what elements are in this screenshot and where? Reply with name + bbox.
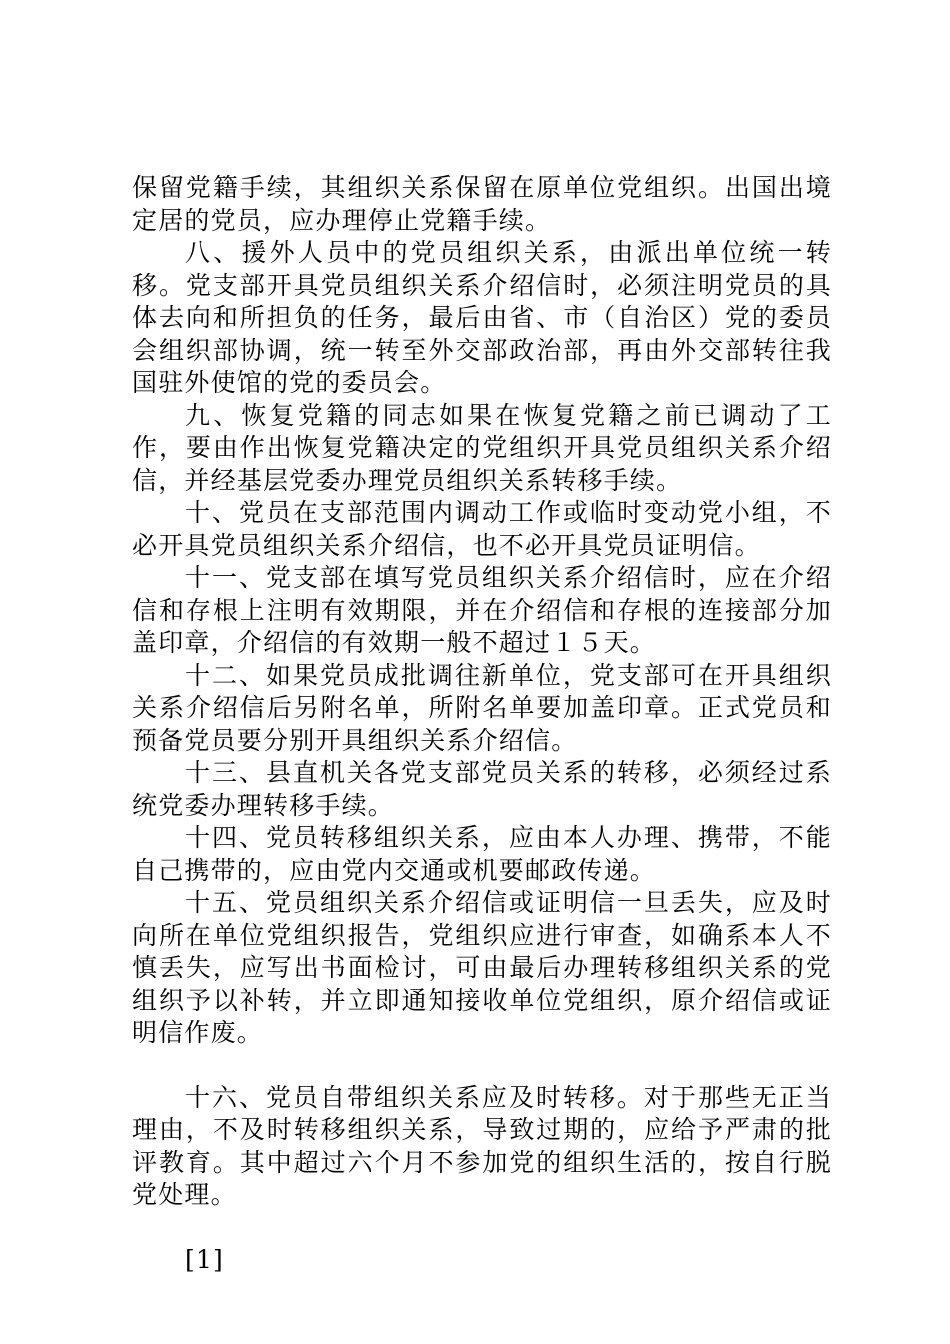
paragraph-item-14: 十四、党员转移组织关系，应由本人办理、携带，不能自己携带的，应由党内交通或机要邮政传递。 [132,823,832,885]
paragraph-spacer [132,1212,832,1244]
paragraph-item-10: 十、党员在支部范围内调动工作或临时变动党小组，不必开具党员组织关系介绍信，也不必开具党员证明信。 [132,498,832,560]
paragraph-item-8: 八、援外人员中的党员组织关系，由派出单位统一转移。党支部开具党员组织关系介绍信时，必须注明党员的具体去向和所担负的任务，最后由省、市（自治区）党的委员会组织部协调，统一转至外交部政治部，再由外交部转往我国驻外使馆的党的委员会。 [132,238,832,397]
document-body [132,172,832,1276]
reference-marker: [1] [185,1244,225,1274]
paragraph-item-15: 十五、党员组织关系介绍信或证明信一旦丢失，应及时向所在单位党组织报告，党组织应进行审查，如确系本人不慎丢失，应写出书面检讨，可由最后办理转移组织关系的党组织予以补转，并立即通知接收单位党组织，原介绍信或证明信作废。 [132,888,832,1047]
paragraph-spacer [132,1050,832,1082]
paragraph-continuation: 保留党籍手续，其组织关系保留在原单位党组织。出国出境定居的党员，应办理停止党籍手续。 [132,173,832,235]
paragraph-item-11: 十一、党支部在填写党员组织关系介绍信时，应在介绍信和存根上注明有效期限，并在介绍信和存根的连接部分加盖印章，介绍信的有效期一般不超过１５天。 [132,563,832,657]
paragraph-item-13: 十三、县直机关各党支部党员关系的转移，必须经过系统党委办理转移手续。 [132,758,832,820]
paragraph-item-16: 十六、党员自带组织关系应及时转移。对于那些无正当理由，不及时转移组织关系，导致过期的，应给予严肃的批评教育。其中超过六个月不参加党的组织生活的，按自行脱党处理。 [132,1082,832,1209]
paragraph-item-12: 十二、如果党员成批调往新单位，党支部可在开具组织关系介绍信后另附名单，所附名单要加盖印章。正式党员和预备党员要分别开具组织关系介绍信。 [132,660,832,755]
paragraph-item-9: 九、恢复党籍的同志如果在恢复党籍之前已调动了工作，要由作出恢复党籍决定的党组织开具党员组织关系介绍信，并经基层党委办理党员组织关系转移手续。 [132,400,832,495]
